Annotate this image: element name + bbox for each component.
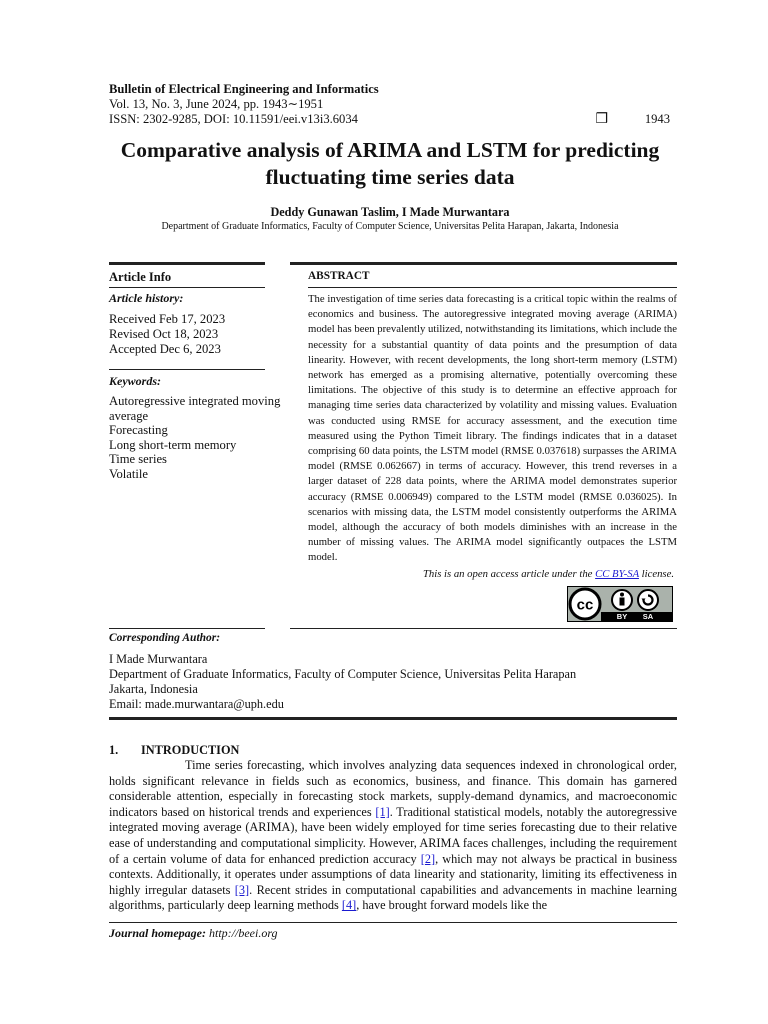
- citation-link-4[interactable]: [4]: [341, 898, 357, 913]
- open-access-note: [308, 568, 674, 580]
- volume-line: Vol. 13, No. 3, June 2024, pp. 1943∼1951: [109, 97, 324, 111]
- keyword: Autoregressive integrated moving average: [109, 394, 281, 423]
- article-info-heading: Article Info: [109, 270, 172, 284]
- info-rule: [109, 287, 265, 288]
- journal-header: [109, 82, 672, 127]
- bottom-rule: [109, 717, 677, 720]
- keyword: Forecasting: [109, 423, 168, 437]
- top-rule-right: [290, 262, 677, 265]
- keywords-rule: [109, 369, 265, 370]
- cc-mark: cc: [576, 596, 594, 614]
- article-history-list: [109, 312, 225, 357]
- authors: Deddy Gunawan Taslim, I Made Murwantara: [270, 205, 510, 219]
- section-heading-introduction: [109, 743, 239, 758]
- keyword: Time series: [109, 452, 167, 466]
- cc-by-sa-link[interactable]: CC BY-SA: [595, 568, 639, 580]
- by-label: BY: [616, 612, 628, 621]
- footer-rule: [109, 922, 677, 923]
- open-access-prefix: This is an open access article under the: [422, 568, 596, 580]
- open-access-suffix: license.: [638, 568, 674, 580]
- affiliation: Department of Graduate Informatics, Faculty of Computer Science, Universitas Pelita Harapan, Jakarta, Indonesia: [161, 221, 619, 232]
- introduction-paragraph: [109, 758, 677, 914]
- corresponding-department: Department of Graduate Informatics, Faculty of Computer Science, Universitas Pelita Harapan: [109, 667, 577, 681]
- keyword: Long short-term memory: [109, 437, 237, 452]
- citation-link-1[interactable]: [1]: [375, 804, 390, 819]
- corresponding-email: Email: made.murwantara@uph.edu: [109, 697, 284, 711]
- history-received: Received Feb 17, 2023: [109, 312, 226, 326]
- cc-by-sa-badge[interactable]: [567, 586, 673, 622]
- corr-rule-right: [290, 628, 677, 629]
- issn-line-row: [109, 112, 672, 127]
- corr-rule-left: [109, 628, 265, 629]
- paper-title-line-1: Comparative analysis of ARIMA and LSTM for predicting: [120, 138, 660, 162]
- homepage-label: Journal homepage:: [109, 926, 207, 940]
- box-icon: ❒: [595, 112, 608, 127]
- history-revised: Revised Oct 18, 2023: [109, 327, 219, 341]
- citation-link-3[interactable]: [3]: [234, 882, 250, 897]
- article-history-heading: Article history:: [109, 291, 184, 305]
- intro-text-segment: Time series forecasting, which involves analyzing data sequences indexed in chronological order, holds significant relevance in fields such as economics, business, and finance. This domain has garnered considerable attention, especially in forecasting stock markets, supply-demand dynamics, and macroeconomic indicators based on historical trends and experiences: [109, 758, 677, 819]
- paper-title-line-2: fluctuating time series data: [265, 165, 515, 189]
- corresponding-author-heading: Corresponding Author:: [109, 632, 221, 644]
- intro-text-segment: . Traditional statistical models, notably the autoregressive integrated moving average (ARIMA), have been widely employed for time series forecasting due to their relative ease of understanding and computational simplicity. However, ARIMA faces challenges, including the requirement of a certain volume of data for enhanced prediction accuracy: [109, 804, 678, 866]
- corresponding-name: I Made Murwantara: [109, 652, 208, 666]
- corresponding-city: Jakarta, Indonesia: [109, 682, 198, 696]
- intro-text-segment: . Recent strides in computational capabilities and advancements in machine learning algorithms, particularly deep learning methods: [109, 882, 677, 913]
- page-number: 1943: [644, 112, 670, 126]
- sa-label: SA: [642, 612, 654, 621]
- section-number: 1.: [109, 743, 119, 757]
- paper-title: [100, 137, 680, 191]
- journal-name: Bulletin of Electrical Engineering and Informatics: [109, 82, 379, 96]
- abstract-heading: ABSTRACT: [308, 270, 370, 282]
- keywords-heading: Keywords:: [109, 374, 161, 388]
- abstract-rule: [308, 287, 677, 288]
- citation-link-2[interactable]: [2]: [420, 851, 436, 866]
- homepage-url[interactable]: http://beei.org: [206, 926, 278, 940]
- keywords-list: [109, 394, 294, 481]
- corresponding-author-details: [109, 652, 576, 712]
- cc-license-icon: [567, 586, 673, 622]
- journal-homepage-footer: [109, 926, 278, 941]
- section-title: INTRODUCTION: [141, 743, 240, 757]
- keyword: Volatile: [109, 466, 148, 481]
- abstract-text: The investigation of time series data forecasting is a critical topic within the realms of economics and business. The autoregressive integrated moving average (ARIMA) model has been prevalently utilized, notwithstanding its limitations, which include the necessity for a substantial quantity of data points and the presumption of data linearity. However, with recent developments, the long short-term memory (LSTM) network has emerged as a promising alternative, potentially overcoming these limitations. The objective of this study is to determine an effective approach for managing time series data characterized by volatility and missing values. Evaluation was conducted using RMSE for accuracy assessment, and the execution time measured using the Python Timeit library. The findings indicates that in a dataset comprising 60 data points, the LSTM model (RMSE 0.037618) surpasses the ARIMA model (RMSE 0.062667) in terms of accuracy. However, this trend reverses in a larger dataset of 228 data points, where the ARIMA model demonstrates superior accuracy (RMSE 0.006949) compared to the LSTM model (RMSE 0.036025). In scenarios with missing data, the LSTM model consistently outperforms the ARIMA model, although the accuracy of both models diminishes with an increase in the number of missing values. The ARIMA model significantly outpaces the LSTM model.: [308, 293, 677, 564]
- issn-doi: ISSN: 2302-9285, DOI: 10.11591/eei.v13i3.6034: [109, 112, 358, 126]
- top-rule-left: [109, 262, 265, 265]
- intro-text-segment: , which may not always be practical in business contexts. Additionally, it operates under assumptions of data linearity and stationarity, limiting its effectiveness in highly irregular datasets: [109, 851, 677, 897]
- history-accepted: Accepted Dec 6, 2023: [109, 342, 221, 356]
- intro-text-segment: , have brought forward models like the: [356, 898, 548, 913]
